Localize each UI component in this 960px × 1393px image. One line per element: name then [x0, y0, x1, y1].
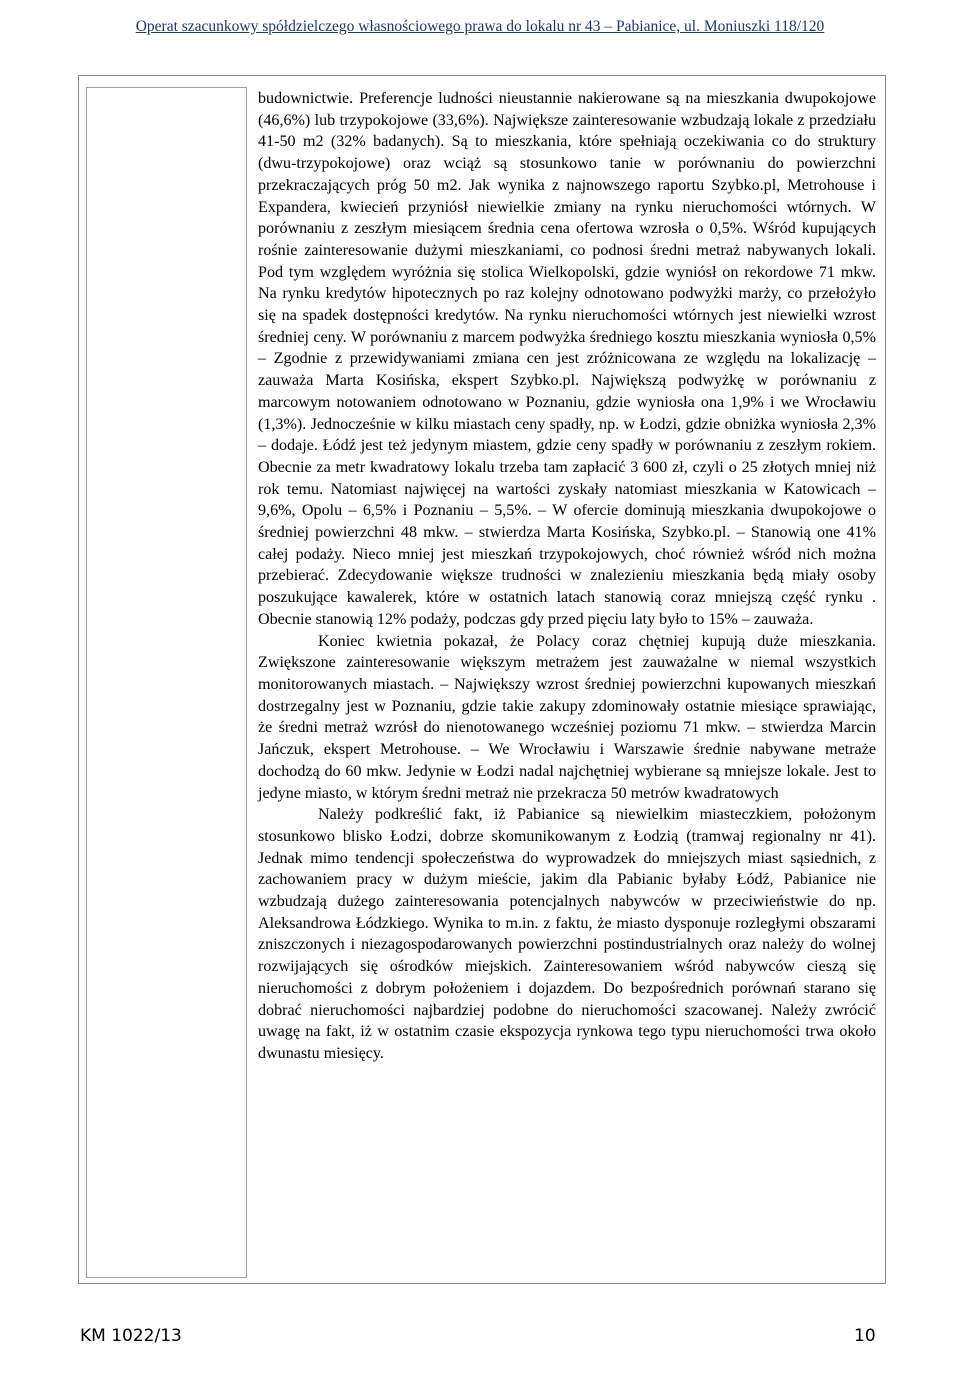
- paragraph-market-overview: budownictwie. Preferencje ludności nieustannie nakierowane są na mieszkania dwupokojowe (46,6%) lub trzypokojowe (33,6%). Największe zainteresowanie wzbudzają lokale z przedziału 41-50 m2 (32% badanych). Są to mieszkania, które spełniają oczekiwania co do struktury (dwu-trzypokojowe) oraz wciąż są stosunkowo tanie w porównaniu do powierzchni przekraczających próg 50 m2. Jak wynika z najnowszego raportu Szybko.pl, Metrohouse i Expandera, kwiecień przyniósł niewielkie zmiany na rynku nieruchomości wtórnych. W porównaniu z zeszłym miesiącem średnia cena ofertowa wzrosła o 0,5%. Wśród kupujących rośnie zainteresowanie dużymi mieszkaniami, co podnosi średni metraż nabywanych lokali. Pod tym względem wyróżnia się stolica Wielkopolski, gdzie wyniósł on rekordowe 71 mkw. Na rynku kredytów hipotecznych po raz kolejny odnotowano podwyżki marży, co przełożyło się na spadek dostępności kredytów. Na rynku nieruchomości wtórnych jest niewielki wzrost średniej ceny. W porównaniu z marcem podwyżka średniego kosztu mieszkania wyniosła 0,5% – Zgodnie z przewidywaniami zmiana cen jest zróżnicowana ze względu na lokalizację – zauważa Marta Kosińska, ekspert Szybko.pl. Największą podwyżkę w porównaniu z marcowym notowaniem odnotowano w Poznaniu, gdzie wyniosła ona 1,9% i we Wrocławiu (1,3%). Jednocześnie w kilku miastach ceny spadły, np. w Łodzi, gdzie obniżka wyniosła 2,3% – dodaje. Łódź jest też jedynym miastem, gdzie ceny spadły w porównaniu z zeszłym rokiem. Obecnie za metr kwadratowy lokalu trzeba tam zapłacić 3 600 zł, czyli o 25 złotych mniej niż rok temu. Natomiast najwięcej na wartości zyskały natomiast mieszkania w Katowicach – 9,6%, Opolu – 6,5% i Poznaniu – 5,5%. – W ofercie dominują mieszkania dwupokojowe o średniej powierzchni 48 mkw. – stwierdza Marta Kosińska, Szybko.pl. – Stanowią one 41% całej podaży. Nieco mniej jest mieszkań trzypokojowych, choć również wśród nich można przebierać. Zdecydowanie większe trudności w znalezieniu mieszkania będą miały osoby poszukujące kawalerek, które w ostatnich latach stanowią coraz mniejszą część rynku . Obecnie stanowią 12% podaży, podczas gdy przed pięciu laty było to 15% – zauważa.: [258, 90, 876, 628]
- paragraph-pabianice: Należy podkreślić fakt, iż Pabianice są niewielkim miasteczkiem, położonym stosunkowo blisko Łodzi, dobrze skomunikowanym z Łodzią (tramwaj regionalny nr 41). Jednak mimo tendencji społeczeństwa do wyprowadzek do mniejszych miast sąsiednich, z zachowaniem pracy w dużym mieście, jakim dla Pabianic byłaby Łódź, Pabianice nie wzbudzają dużego zainteresowania potencjalnych nabywców w przeciwieństwie do np. Aleksandrowa Łódzkiego. Wynika to m.in. z faktu, że miasto dysponuje rozległymi obszarami zniszczonych i niezagospodarowanych powierzchni postindustrialnych oraz należy do wolnej rozwijających się ośrodków miejskich. Zainteresowaniem wśród nabywców cieszą się nieruchomości z dobrym położeniem i dojazdem. Do bezpośrednich porównań starano się dobrać nieruchomości najbardziej podobne do nieruchomości szacowanej. Należy zwrócić uwagę na fakt, iż w ostatnim czasie ekspozycja rynkowa tego typu nieruchomości trwa około dwunastu miesięcy.: [258, 806, 876, 1062]
- running-header: Operat szacunkowy spółdzielczego własnościowego prawa do lokalu nr 43 – Pabianice, ul. Moniuszki 118/120: [135, 18, 825, 35]
- left-margin-column: [86, 87, 247, 1278]
- page-number: 10: [854, 1326, 876, 1346]
- document-reference: KM 1022/13: [80, 1326, 182, 1346]
- main-text: [258, 88, 876, 1065]
- paragraph-larger-flats: Koniec kwietnia pokazał, że Polacy coraz chętniej kupują duże mieszkania. Zwiększone zainteresowanie większym metrażem jest zauważalne w niemal wszystkich monitorowanych miastach. – Największy wzrost średniej powierzchni kupowanych mieszkań dostrzegalny jest w Poznaniu, gdzie takie zakupy zdominowały ostatnie miesiące sprawiając, że średni metraż wzrósł do nienotowanego wcześniej poziomu 71 mkw. – stwierdza Marcin Jańczuk, ekspert Metrohouse. – We Wrocławiu i Warszawie średnie nabywane metraże dochodzą do 60 mkw. Jedynie w Łodzi nadal najchętniej wybierane są mniejsze lokale. Jest to jedyne miasto, w którym średni metraż nie przekracza 50 metrów kwadratowych: [258, 632, 876, 802]
